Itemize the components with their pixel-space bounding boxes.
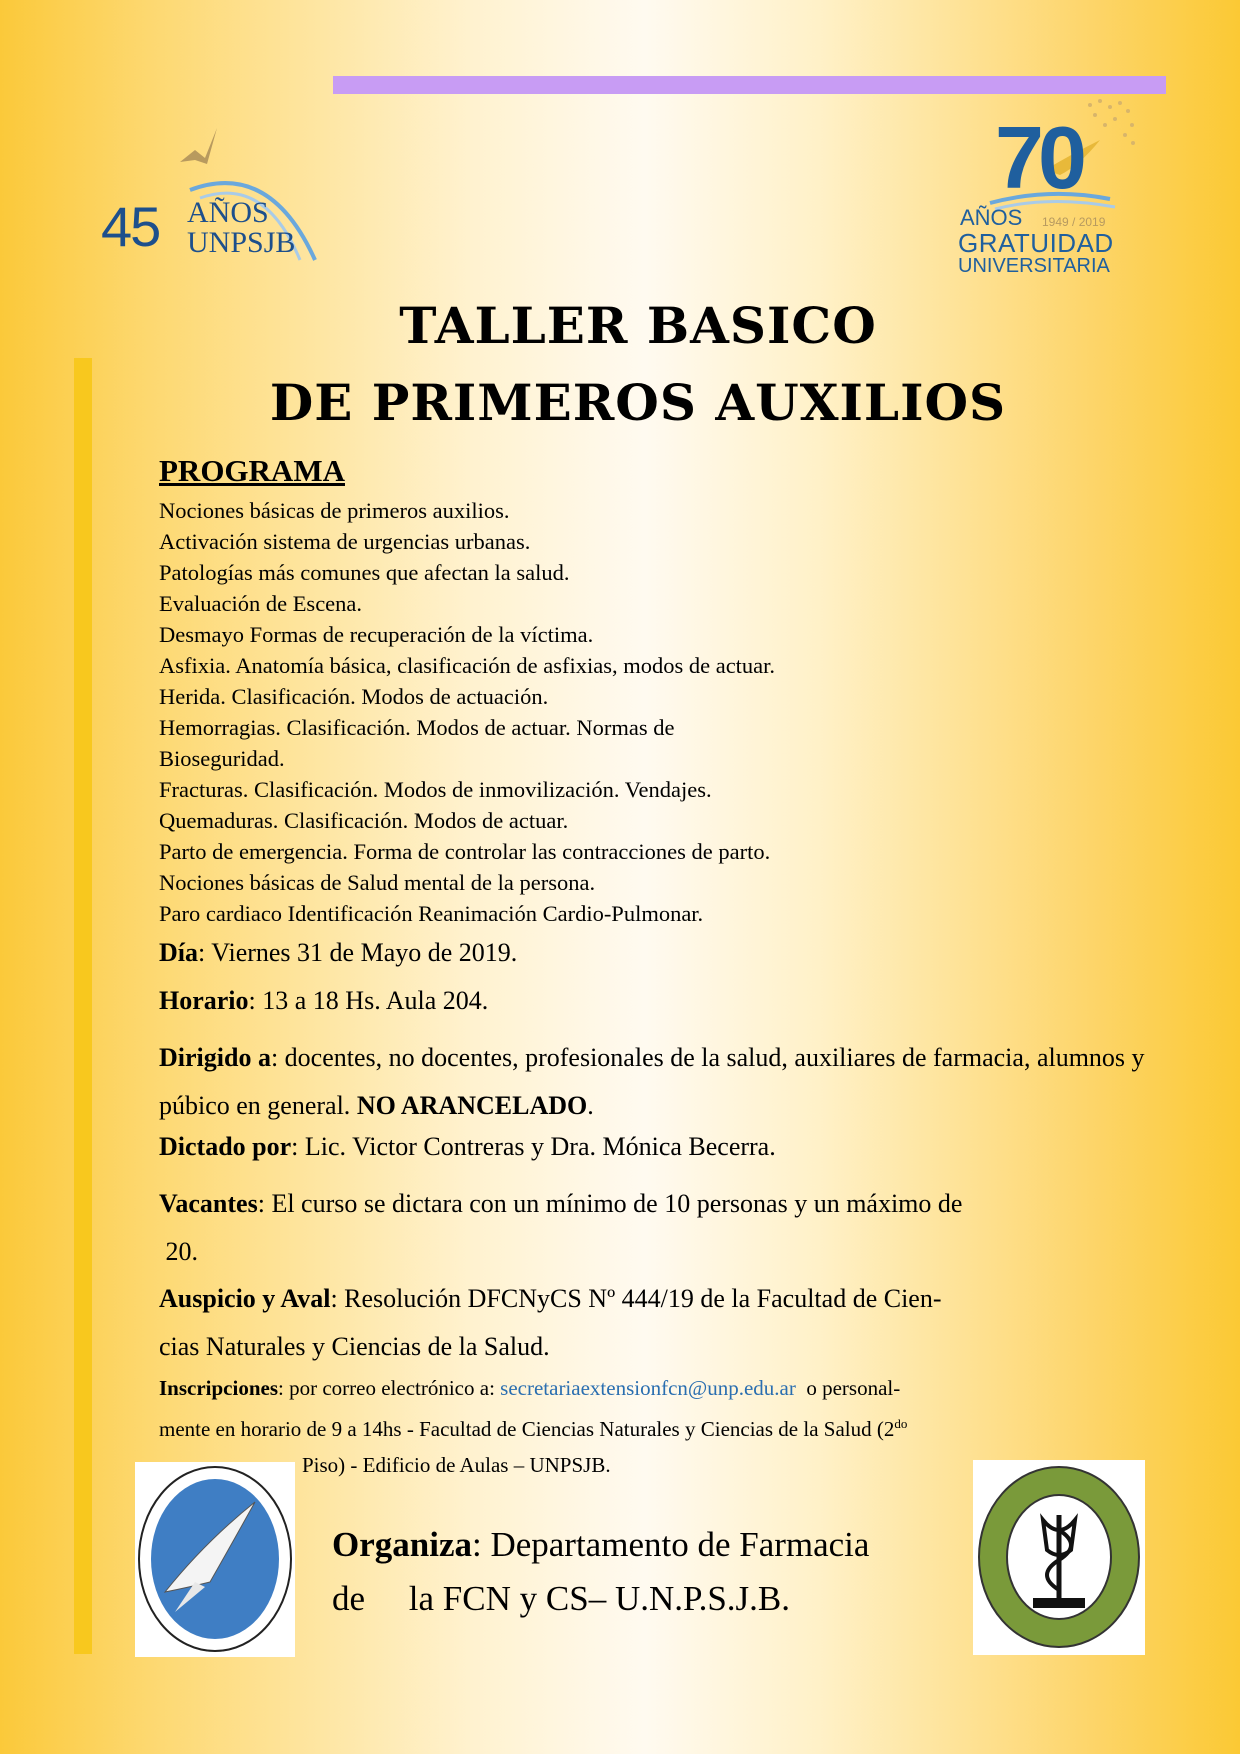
dirigido-value: : docentes, no docentes, profesionales de la salud, auxiliares de farmacia, alumnos y púbico en general. <box>159 1043 1145 1120</box>
programa-item: Bioseguridad. <box>159 746 285 771</box>
logo-70-line2: UNIVERSITARIA <box>958 255 1110 277</box>
organiza-block <box>332 1518 972 1626</box>
organiza-line-2: de la FCN y CS– U.N.P.S.J.B. <box>332 1579 791 1618</box>
albatross-seal-icon <box>135 1462 295 1657</box>
programa-item: Nociones básicas de primeros auxilios. <box>159 498 510 523</box>
inscr-label: Inscripciones <box>159 1376 279 1400</box>
logo-45-line1: AÑOS <box>187 196 269 229</box>
vacantes-value: : El curso se dictara con un mínimo de 10 personas y un máximo de <box>257 1189 963 1218</box>
left-accent-bar <box>74 358 92 1654</box>
programa-item: Herida. Clasificación. Modos de actuación. <box>159 684 549 709</box>
info-dirigido <box>159 1034 1169 1130</box>
programa-list <box>159 495 1169 929</box>
programa-item: Parto de emergencia. Forma de controlar las contracciones de parto. <box>159 839 771 864</box>
inscr-line-3: Piso) - Edificio de Aulas – UNPSJB. <box>302 1453 611 1477</box>
programa-item: Desmayo Formas de recuperación de la víctima. <box>159 622 594 647</box>
logo-70-anos: AÑOS <box>960 205 1023 230</box>
info-dictado <box>159 1132 1169 1162</box>
inscr-value: : por correo electrónico a: <box>278 1376 501 1400</box>
vacantes-label: Vacantes <box>159 1189 258 1218</box>
dia-label: Día <box>159 938 198 967</box>
horario-label: Horario <box>159 986 249 1015</box>
logo-70-years: 1949 / 2019 <box>1042 215 1106 229</box>
logo-45-line2: UNPSJB <box>187 226 296 259</box>
info-auspicio <box>159 1275 1169 1371</box>
programa-item: Quemaduras. Clasificación. Modos de actuar. <box>159 808 569 833</box>
logo-70-anos-gratuidad <box>950 95 1140 285</box>
info-dia <box>159 938 1169 968</box>
dia-value: : Viernes 31 de Mayo de 2019. <box>198 938 518 967</box>
programa-item: Nociones básicas de Salud mental de la persona. <box>159 870 596 895</box>
auspicio-label: Auspicio y Aval <box>159 1284 331 1313</box>
logo-45-number: 45 <box>101 195 160 258</box>
info-vacantes <box>159 1180 1169 1276</box>
inscr-value-2: o personal- <box>795 1376 901 1400</box>
logo-45-anos-unpsjb <box>95 120 325 270</box>
title-line-2: DE PRIMEROS AUXILIOS <box>269 373 1007 432</box>
top-accent-bar <box>333 76 1166 94</box>
programa-item: Asfixia. Anatomía básica, clasificación de asfixias, modos de actuar. <box>159 653 776 678</box>
email-link[interactable]: secretariaextensionfcn@unp.edu.ar <box>500 1376 796 1400</box>
programa-item: Hemorragias. Clasificación. Modos de actuar. Normas de <box>159 715 675 740</box>
caduceus-seal-icon <box>973 1460 1145 1655</box>
dictado-value: : Lic. Victor Contreras y Dra. Mónica Becerra. <box>291 1132 776 1161</box>
logo-unpsjb-seal <box>135 1462 295 1657</box>
programa-item: Fracturas. Clasificación. Modos de inmovilización. Vendajes. <box>159 777 712 802</box>
inscr-sup: do <box>894 1416 908 1431</box>
programa-item: Patologías más comunes que afectan la salud. <box>159 560 570 585</box>
vacantes-value-2: 20. <box>159 1237 198 1266</box>
programa-heading: PROGRAMA <box>159 453 345 488</box>
inscr-line-2: mente en horario de 9 a 14hs - Facultad de Ciencias Naturales y Ciencias de la Salud (2 <box>159 1417 895 1441</box>
programa-item: Evaluación de Escena. <box>159 591 363 616</box>
dirigido-end: . <box>587 1091 594 1120</box>
horario-value: : 13 a 18 Hs. Aula 204. <box>248 986 489 1015</box>
logo-farmacia-fcn <box>973 1460 1145 1655</box>
organiza-value: : Departamento de Farmacia <box>471 1525 870 1564</box>
dictado-label: Dictado por <box>159 1132 292 1161</box>
programa-item: Paro cardiaco Identificación Reanimación Cardio-Pulmonar. <box>159 901 704 926</box>
logo-70-number: 70 <box>995 108 1081 207</box>
auspicio-value-2: cias Naturales y Ciencias de la Salud. <box>159 1332 550 1361</box>
no-arancelado: NO ARANCELADO <box>356 1091 588 1120</box>
dirigido-label: Dirigido a <box>159 1043 271 1072</box>
title-line-1: TALLER BASICO <box>399 296 877 355</box>
programa-item: Activación sistema de urgencias urbanas. <box>159 529 531 554</box>
auspicio-value: : Resolución DFCNyCS Nº 444/19 de la Facultad de Cien- <box>330 1284 942 1313</box>
info-horario <box>159 986 1169 1016</box>
organiza-label: Organiza <box>332 1525 472 1564</box>
logo-70-line1: GRATUIDAD <box>958 228 1114 258</box>
